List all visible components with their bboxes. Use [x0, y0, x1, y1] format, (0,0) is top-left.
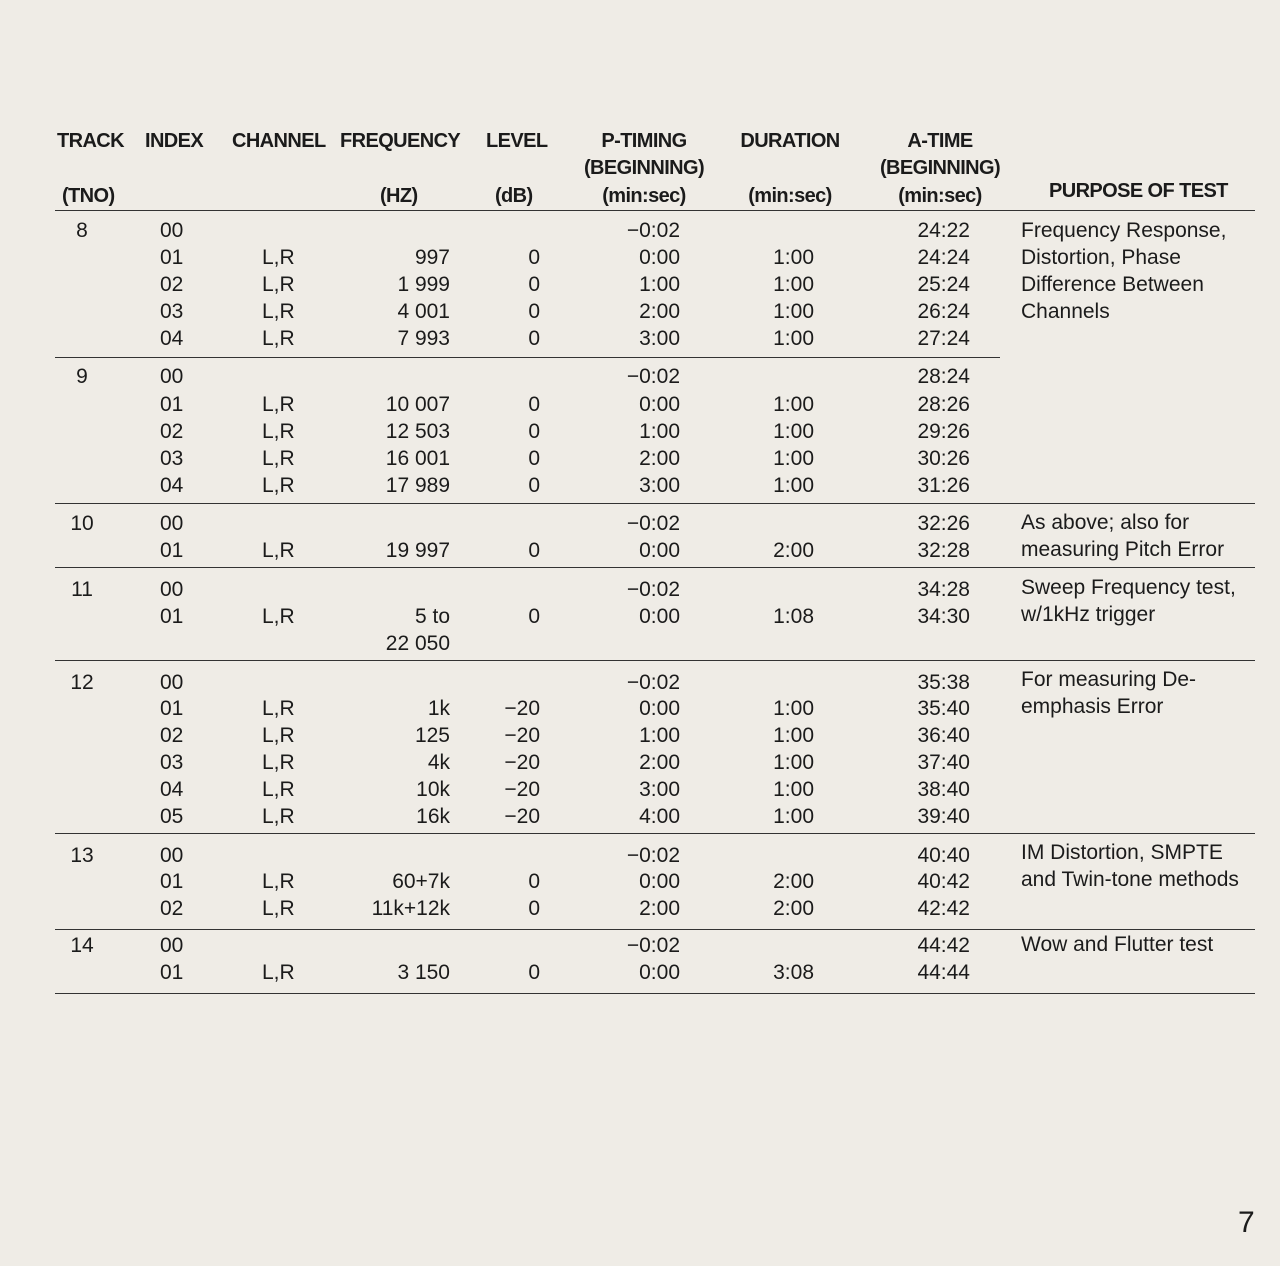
header-hz: (HZ): [380, 185, 418, 207]
cell-atime: 37:40: [917, 751, 970, 774]
cell-channel: L,R: [262, 697, 295, 720]
cell-index: 01: [160, 697, 184, 720]
page-number: 7: [1238, 1206, 1255, 1239]
cell-duration: 2:00: [773, 539, 814, 562]
cell-atime: 32:26: [917, 512, 970, 535]
cell-level: 0: [528, 327, 540, 350]
purpose-deemphasis: For measuring De-emphasis Error: [1021, 668, 1197, 718]
cell-ptiming: −0:02: [626, 934, 680, 957]
cell-channel: L,R: [262, 300, 295, 323]
cell-ptiming: 0:00: [639, 539, 680, 562]
cell-atime: 29:26: [917, 420, 970, 443]
cell-ptiming: −0:02: [626, 578, 680, 601]
cell-atime: 35:40: [917, 697, 970, 720]
cell-duration: 1:00: [773, 300, 814, 323]
cell-channel: L,R: [262, 724, 295, 747]
cell-index: 01: [160, 393, 184, 416]
cell-ptiming: 0:00: [639, 605, 680, 628]
purpose-pitch-error: As above; also for measuring Pitch Error: [1021, 511, 1225, 561]
cell-channel: L,R: [262, 805, 295, 828]
cell-track: 13: [70, 844, 94, 867]
cell-ptiming: −0:02: [626, 365, 680, 388]
cell-index: 00: [160, 365, 184, 388]
cell-channel: L,R: [262, 870, 295, 893]
cell-channel: L,R: [262, 539, 295, 562]
cell-atime: 28:24: [917, 365, 970, 388]
cell-atime: 24:22: [917, 219, 970, 242]
purpose-wow-flutter: Wow and Flutter test: [1021, 933, 1214, 956]
cell-frequency: 10k: [416, 778, 450, 801]
header-atime-unit: (min:sec): [898, 185, 982, 207]
cell-atime: 28:26: [917, 393, 970, 416]
purpose-sweep: Sweep Frequency test, w/1kHz trigger: [1021, 576, 1236, 626]
cell-index: 05: [160, 805, 184, 828]
cell-index: 04: [160, 474, 184, 497]
cell-level: −20: [504, 751, 540, 774]
cell-index: 01: [160, 961, 184, 984]
cell-ptiming: 0:00: [639, 697, 680, 720]
cell-ptiming: 2:00: [639, 300, 680, 323]
header-rule: [55, 210, 1255, 211]
cell-level: −20: [504, 724, 540, 747]
cell-level: 0: [528, 393, 540, 416]
cell-track: 8: [76, 219, 88, 242]
purpose-freq-response: Frequency Response, Distortion, Phase Difference Between Channels: [1021, 219, 1227, 323]
cell-ptiming: 0:00: [639, 961, 680, 984]
cell-index: 02: [160, 897, 184, 920]
cell-index: 00: [160, 844, 184, 867]
cell-channel: L,R: [262, 778, 295, 801]
cell-atime: 40:42: [917, 870, 970, 893]
cell-index: 03: [160, 300, 184, 323]
cell-ptiming: 1:00: [639, 420, 680, 443]
cell-atime: 35:38: [917, 671, 970, 694]
cell-atime: 39:40: [917, 805, 970, 828]
cell-level: 0: [528, 870, 540, 893]
cell-duration: 1:00: [773, 420, 814, 443]
cell-atime: 44:42: [917, 934, 970, 957]
cell-atime: 38:40: [917, 778, 970, 801]
group-rule: [55, 503, 1255, 504]
cell-duration: 1:00: [773, 751, 814, 774]
cell-channel: L,R: [262, 605, 295, 628]
cell-frequency: 5 to: [414, 605, 450, 628]
cell-channel: L,R: [262, 327, 295, 350]
group-rule: [55, 660, 1255, 661]
cell-index: 03: [160, 751, 184, 774]
cell-frequency: 16k: [416, 805, 450, 828]
cell-index: 00: [160, 578, 184, 601]
cell-index: 00: [160, 512, 184, 535]
cell-track: 9: [76, 365, 88, 388]
group-rule: [55, 357, 1000, 358]
header-db: (dB): [495, 185, 533, 207]
cell-atime: 27:24: [917, 327, 970, 350]
cell-track: 11: [71, 578, 93, 601]
cell-duration: 1:00: [773, 246, 814, 269]
cell-level: −20: [504, 805, 540, 828]
cell-level: 0: [528, 897, 540, 920]
group-rule: [55, 833, 1255, 834]
cell-level: 0: [528, 474, 540, 497]
bottom-rule: [55, 993, 1255, 994]
cell-atime: 34:28: [917, 578, 970, 601]
cell-atime: 40:40: [917, 844, 970, 867]
cell-index: 02: [160, 724, 184, 747]
cell-atime: 30:26: [917, 447, 970, 470]
cell-atime: 42:42: [917, 897, 970, 920]
purpose-im-distortion: IM Distortion, SMPTE and Twin-tone methods: [1021, 841, 1239, 891]
cell-channel: L,R: [262, 393, 295, 416]
cell-frequency: 4 001: [397, 300, 450, 323]
cell-frequency: 22 050: [385, 632, 450, 655]
cell-ptiming: −0:02: [626, 512, 680, 535]
cell-channel: L,R: [262, 420, 295, 443]
cell-ptiming: 0:00: [639, 246, 680, 269]
cell-index: 02: [160, 420, 184, 443]
cell-ptiming: 2:00: [639, 897, 680, 920]
header-channel: CHANNEL: [232, 130, 326, 152]
cell-level: 0: [528, 539, 540, 562]
cell-duration: 3:08: [773, 961, 814, 984]
cell-track: 12: [70, 671, 94, 694]
header-duration-unit: (min:sec): [748, 185, 832, 207]
cell-track: 14: [70, 934, 94, 957]
cell-track: 10: [70, 512, 94, 535]
header-duration: DURATION: [740, 130, 840, 152]
cell-frequency: 1k: [427, 697, 450, 720]
cell-duration: 1:00: [773, 805, 814, 828]
cell-level: −20: [504, 697, 540, 720]
cell-index: 00: [160, 934, 184, 957]
header-index: INDEX: [145, 130, 204, 152]
cell-channel: L,R: [262, 246, 295, 269]
cell-level: 0: [528, 300, 540, 323]
cell-duration: 2:00: [773, 870, 814, 893]
header-ptiming: P-TIMING: [601, 130, 687, 152]
cell-duration: 1:00: [773, 697, 814, 720]
cell-channel: L,R: [262, 474, 295, 497]
header-tno: (TNO): [62, 185, 115, 207]
cell-channel: L,R: [262, 273, 295, 296]
header-level: LEVEL: [486, 130, 548, 152]
cell-frequency: 11k+12k: [371, 897, 450, 920]
cell-frequency: 16 001: [385, 447, 450, 470]
cell-ptiming: 1:00: [639, 273, 680, 296]
cell-atime: 31:26: [917, 474, 970, 497]
cell-duration: 1:00: [773, 393, 814, 416]
cell-atime: 25:24: [917, 273, 970, 296]
cell-index: 01: [160, 246, 184, 269]
cell-channel: L,R: [262, 961, 295, 984]
cell-ptiming: 0:00: [639, 393, 680, 416]
cell-ptiming: 3:00: [639, 327, 680, 350]
cell-ptiming: −0:02: [626, 219, 680, 242]
cell-index: 02: [160, 273, 184, 296]
cell-duration: 1:00: [773, 724, 814, 747]
cell-index: 00: [160, 219, 184, 242]
cell-level: 0: [528, 273, 540, 296]
cell-level: −20: [504, 778, 540, 801]
cell-frequency: 12 503: [385, 420, 450, 443]
cell-duration: 2:00: [773, 897, 814, 920]
cell-level: 0: [528, 961, 540, 984]
cell-index: 04: [160, 327, 184, 350]
cell-atime: 34:30: [917, 605, 970, 628]
cell-atime: 44:44: [917, 961, 970, 984]
cell-frequency: 7 993: [397, 327, 450, 350]
header-ptiming-sub: (BEGINNING): [583, 157, 705, 179]
cell-index: 04: [160, 778, 184, 801]
cell-frequency: 17 989: [385, 474, 450, 497]
cell-ptiming: 3:00: [639, 474, 680, 497]
cell-frequency: 125: [414, 724, 450, 747]
cell-frequency: 1 999: [397, 273, 450, 296]
cell-level: 0: [528, 246, 540, 269]
header-purpose: PURPOSE OF TEST: [1049, 180, 1228, 202]
header-frequency: FREQUENCY: [340, 130, 461, 152]
cell-duration: 1:00: [773, 273, 814, 296]
cell-duration: 1:00: [773, 327, 814, 350]
cell-ptiming: 1:00: [639, 724, 680, 747]
cell-index: 03: [160, 447, 184, 470]
cell-atime: 36:40: [917, 724, 970, 747]
cell-atime: 26:24: [917, 300, 970, 323]
cell-ptiming: 2:00: [639, 751, 680, 774]
cell-channel: L,R: [262, 897, 295, 920]
cell-ptiming: 0:00: [639, 870, 680, 893]
cell-duration: 1:08: [773, 605, 814, 628]
cell-duration: 1:00: [773, 778, 814, 801]
cell-channel: L,R: [262, 447, 295, 470]
cell-frequency: 60+7k: [392, 870, 450, 893]
group-rule: [55, 929, 1255, 930]
cell-atime: 24:24: [917, 246, 970, 269]
cell-level: 0: [528, 420, 540, 443]
cell-atime: 32:28: [917, 539, 970, 562]
header-atime-sub: (BEGINNING): [879, 157, 1001, 179]
header-atime: A-TIME: [907, 130, 973, 152]
cell-index: 01: [160, 539, 184, 562]
cell-index: 01: [160, 870, 184, 893]
cell-level: 0: [528, 447, 540, 470]
cell-ptiming: 4:00: [639, 805, 680, 828]
cell-ptiming: −0:02: [626, 671, 680, 694]
cell-frequency: 19 997: [385, 539, 450, 562]
cell-ptiming: −0:02: [626, 844, 680, 867]
cell-frequency: 4k: [427, 751, 450, 774]
cell-ptiming: 2:00: [639, 447, 680, 470]
cell-ptiming: 3:00: [639, 778, 680, 801]
cell-channel: L,R: [262, 751, 295, 774]
cell-index: 00: [160, 671, 184, 694]
header-track: TRACK: [57, 130, 124, 152]
cell-frequency: 997: [414, 246, 450, 269]
cell-duration: 1:00: [773, 474, 814, 497]
cell-frequency: 3 150: [397, 961, 450, 984]
cell-index: 01: [160, 605, 184, 628]
cell-frequency: 10 007: [385, 393, 450, 416]
header-ptiming-unit: (min:sec): [602, 185, 686, 207]
cell-duration: 1:00: [773, 447, 814, 470]
group-rule: [55, 567, 1255, 568]
cell-level: 0: [528, 605, 540, 628]
